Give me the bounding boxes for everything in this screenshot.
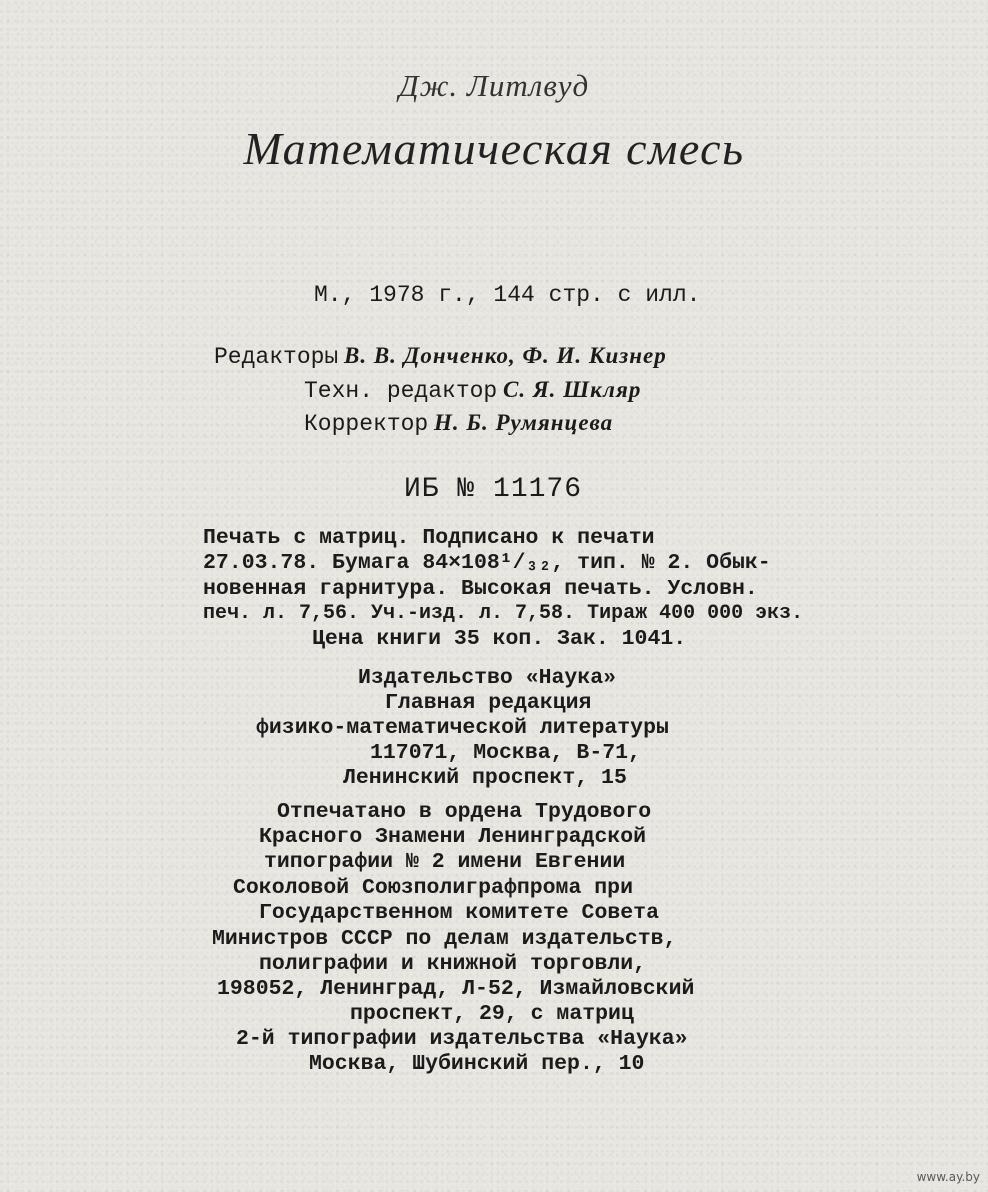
editors-line	[214, 343, 667, 370]
print-detail-line: 27.03.78. Бумага 84×108¹/₃₂, тип. № 2. Обык-	[203, 551, 771, 575]
printer-line: Красного Знамени Ленинградской	[259, 825, 647, 849]
ib-number: ИБ № 11176	[404, 474, 583, 505]
printer-line: 2-й типографии издательства «Наука»	[236, 1027, 688, 1051]
proofreader-line	[304, 410, 613, 437]
print-detail-line: Цена книги 35 коп. Зак. 1041.	[312, 627, 687, 651]
publisher-line: 117071, Москва, В-71,	[370, 741, 641, 765]
publisher-line: Ленинский проспект, 15	[343, 766, 627, 790]
printer-line: Москва, Шубинский пер., 10	[309, 1052, 645, 1076]
print-detail-line: новенная гарнитура. Высокая печать. Условн.	[203, 577, 758, 601]
watermark: www.ay.by	[916, 1170, 980, 1184]
tech-editor-name: С. Я. Шкляр	[502, 377, 642, 402]
publisher-line: физико-математической литературы	[256, 716, 669, 740]
print-detail-line: Печать с матриц. Подписано к печати	[203, 526, 655, 550]
printer-line: 198052, Ленинград, Л-52, Измайловский	[217, 977, 695, 1001]
editors-names: В. В. Донченко, Ф. И. Кизнер	[343, 343, 667, 368]
print-detail-line: печ. л. 7,56. Уч.-изд. л. 7,58. Тираж 400 000 экз.	[203, 602, 804, 625]
printer-line: Государственном комитете Совета	[259, 901, 659, 925]
publisher-line: Главная редакция	[385, 691, 592, 715]
book-title: Математическая смесь	[243, 123, 745, 174]
printer-line: проспект, 29, с матриц	[350, 1002, 634, 1026]
tech-editor-line	[304, 377, 641, 404]
publisher-line: Издательство «Наука»	[358, 666, 617, 690]
printer-line: типографии № 2 имени Евгении	[264, 850, 626, 874]
tech-editor-label: Техн. редактор	[304, 378, 498, 404]
proofreader-label: Корректор	[304, 411, 429, 437]
printer-line: Соколовой Союзполиграфпрома при	[233, 876, 633, 900]
proofreader-name: Н. Б. Румянцева	[433, 410, 614, 435]
imprint-line: М., 1978 г., 144 стр. с илл.	[314, 282, 701, 308]
author: Дж. Литлвуд	[398, 68, 590, 103]
printer-line: полиграфии и книжной торговли,	[259, 952, 647, 976]
printer-line: Министров СССР по делам издательств,	[212, 927, 677, 951]
editors-label: Редакторы	[214, 344, 339, 370]
printer-line: Отпечатано в ордена Трудового	[277, 800, 652, 824]
